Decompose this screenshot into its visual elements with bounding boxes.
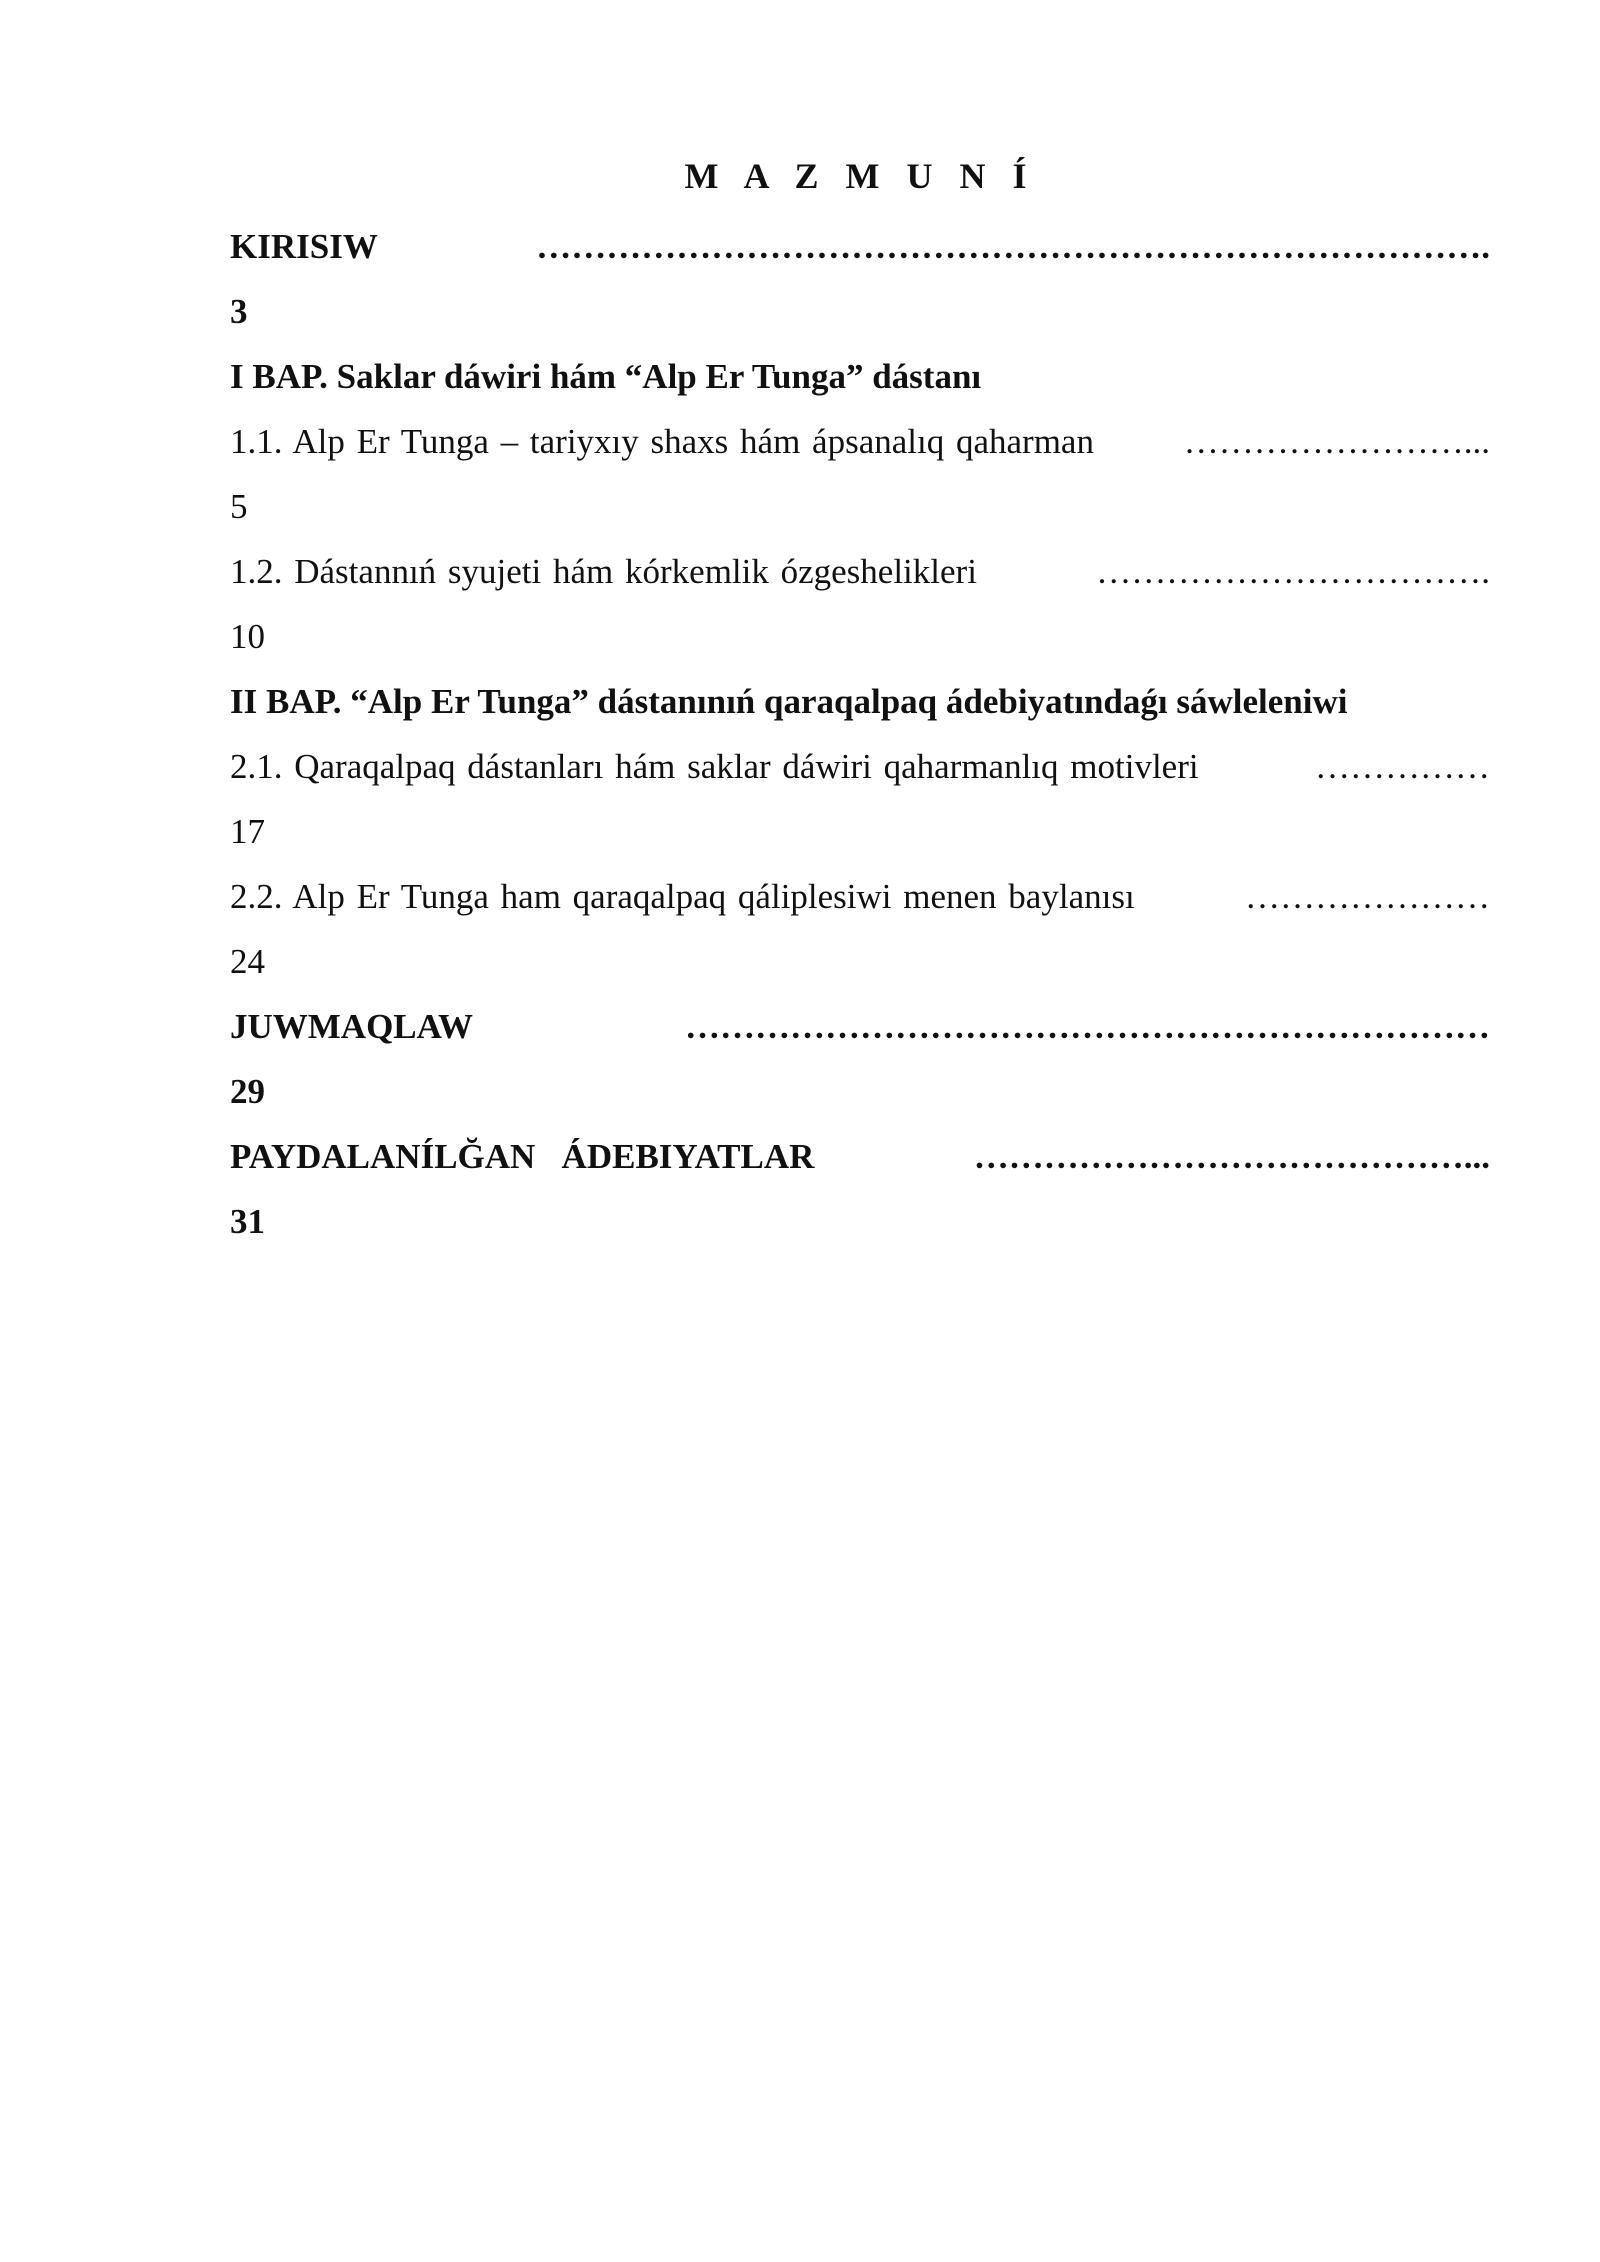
toc-entry-kirisiw xyxy=(230,214,1490,279)
toc-entry-leader: ………………………………………………………………………. xyxy=(536,227,1490,266)
toc-entry-2-2 xyxy=(230,864,1490,929)
toc-entry-leader: ……………………………………... xyxy=(973,1137,1490,1176)
page-title: M A Z M U N Í xyxy=(684,156,1036,196)
document-page xyxy=(230,150,1490,1254)
toc-entry-juwmaqlaw xyxy=(230,994,1490,1059)
toc-entry-page-number: 31 xyxy=(230,1202,265,1241)
toc-entry-label: PAYDALANÍLĞAN ÁDEBIYATLAR xyxy=(230,1137,815,1176)
toc-entry-page-number: 17 xyxy=(230,812,265,851)
toc-entry-page-number: 29 xyxy=(230,1072,265,1111)
toc-entry-1-1 xyxy=(230,409,1490,474)
toc-entry-label: 1.1. Alp Er Tunga – tariyxıy shaxs hám ápsanalıq qaharman xyxy=(230,422,1094,461)
toc-chapter-heading-1: I BAP. Saklar dáwiri hám “Alp Er Tunga” dástanı xyxy=(230,357,982,396)
toc-chapter-heading-2: II BAP. “Alp Er Tunga” dástanınıń qaraqalpaq ádebiyatındaǵı sáwleleniwi xyxy=(230,682,1348,721)
toc-entry-label: JUWMAQLAW xyxy=(230,1007,474,1046)
toc-entry-leader: ……………………………. xyxy=(1096,552,1490,591)
toc-entry-label: KIRISIW xyxy=(230,227,378,266)
toc-entry-page-number: 10 xyxy=(230,617,265,656)
toc-entry-1-2 xyxy=(230,539,1490,604)
toc-entry-page-number: 3 xyxy=(230,292,248,331)
toc-entry-label: 1.2. Dástannıń syujeti hám kórkemlik ózgeshelikleri xyxy=(230,552,977,591)
toc-entry-page-number: 5 xyxy=(230,487,248,526)
toc-entry-2-1 xyxy=(230,734,1490,799)
toc-entry-references xyxy=(230,1124,1490,1189)
toc-entry-leader: …………… xyxy=(1315,747,1490,786)
toc-entry-page-number: 24 xyxy=(230,942,265,981)
toc-entry-leader: ………………… xyxy=(1245,877,1490,916)
toc-entry-label: 2.1. Qaraqalpaq dástanları hám saklar dáwiri qaharmanlıq motivleri xyxy=(230,747,1199,786)
toc-entry-leader: ……………………... xyxy=(1183,422,1490,461)
toc-entry-leader: …………………………………………………………… xyxy=(685,1007,1490,1046)
toc-entry-label: 2.2. Alp Er Tunga ham qaraqalpaq qáliplesiwi menen baylanısı xyxy=(230,877,1135,916)
